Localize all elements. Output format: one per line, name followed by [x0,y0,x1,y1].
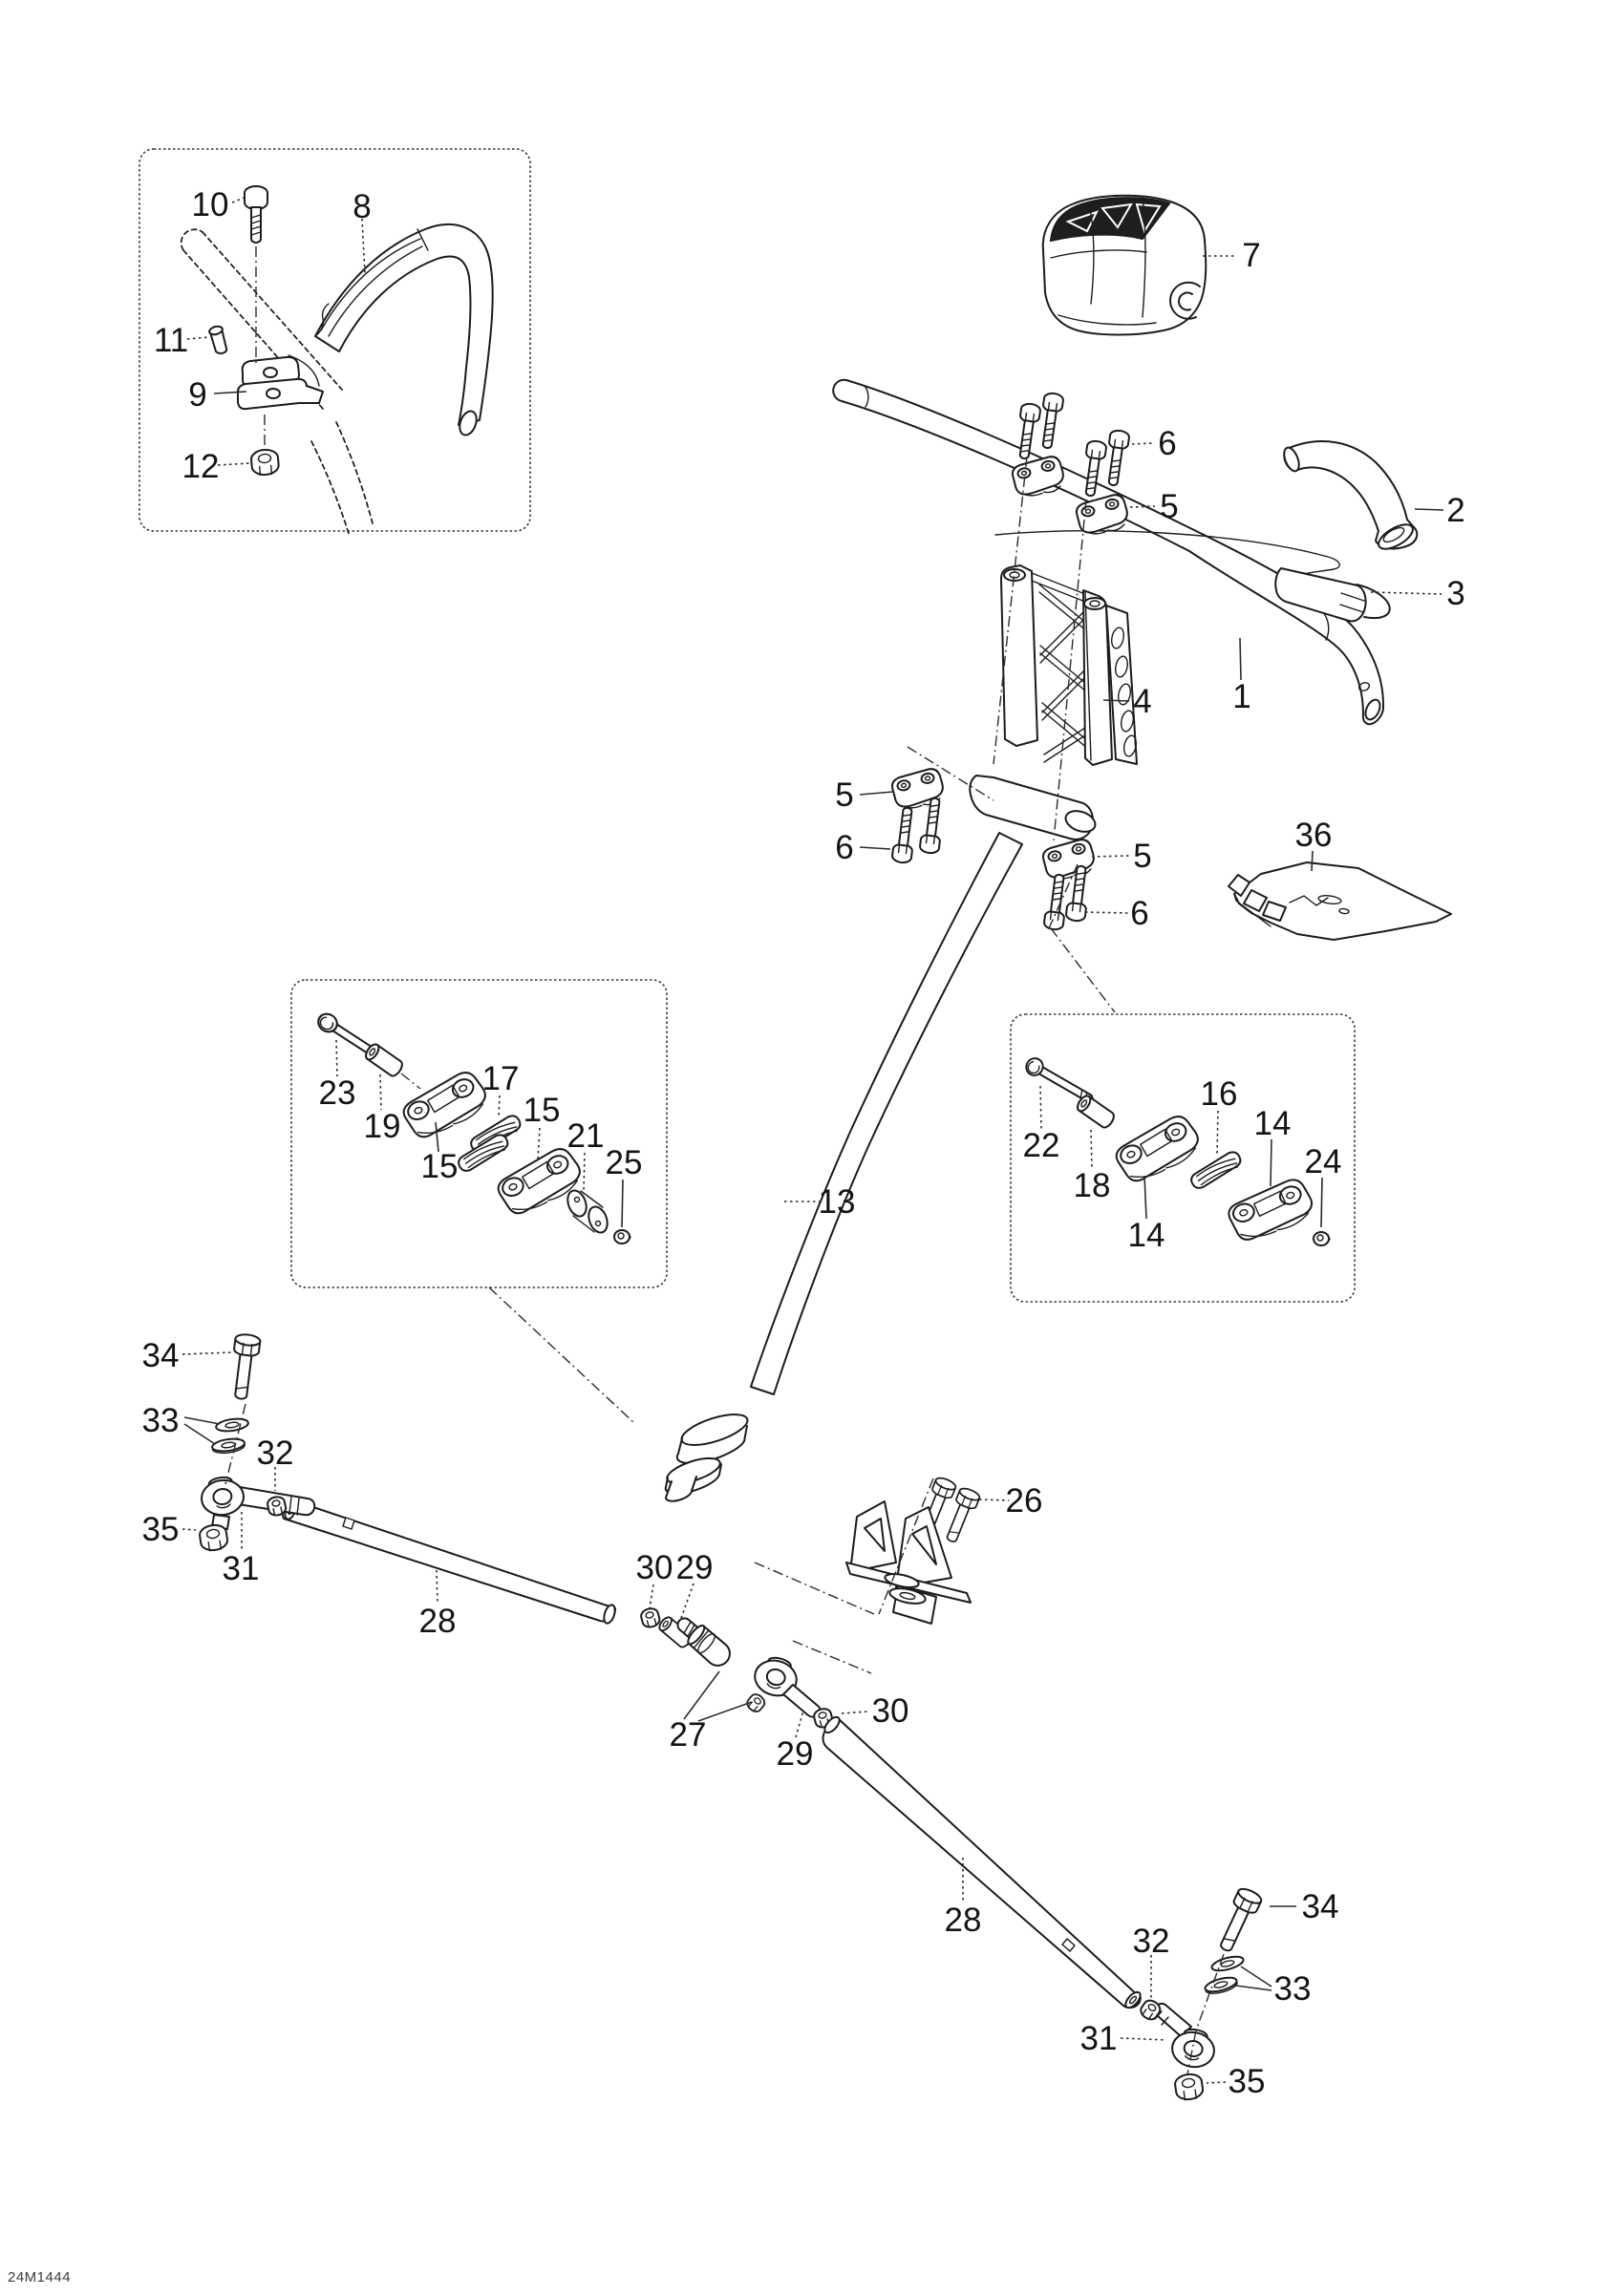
leader-line [499,1095,500,1118]
part-callout-29: 29 [776,1735,814,1773]
part-callout-27: 27 [669,1716,707,1754]
part-callout-33: 33 [141,1402,180,1439]
part-callout-7: 7 [1242,237,1261,274]
leader-line [1371,592,1442,594]
part-callout-3: 3 [1446,575,1465,612]
part-callout-5: 5 [835,776,854,814]
rod-end-ball-drawing-31 [199,1475,246,1518]
part-callout-6: 6 [1158,425,1177,462]
part-callout-5: 5 [1160,488,1179,525]
part-callout-15: 15 [523,1092,561,1129]
nut-drawing-30 [640,1606,661,1628]
leader-line [1132,443,1153,444]
part-callout-15: 15 [420,1148,459,1185]
part-callout-30: 30 [635,1549,673,1586]
part-callout-30: 30 [871,1692,909,1730]
part-callout-32: 32 [256,1435,294,1472]
bracket-drawing-21 [565,1188,610,1235]
leader-line [793,1641,871,1673]
sleeve-drawing-18 [1075,1094,1116,1130]
part-callout-8: 8 [353,188,372,225]
part-callout-24: 24 [1304,1143,1342,1180]
leader-line [1415,509,1443,510]
leader-line [1144,1176,1146,1219]
reinforcement-plate-drawing-36 [1229,862,1451,940]
tie-rod-adjuster-drawing [640,1606,834,1729]
leader-line [1236,1986,1271,1990]
part-callout-10: 10 [191,186,229,223]
washer-drawing-33 [211,1437,245,1454]
document-code: 24M1444 [8,2269,72,2285]
inset-box-damper-left [291,980,667,1287]
leader-line [182,1352,232,1354]
part-callout-11: 11 [153,322,189,359]
part-callout-16: 16 [1200,1075,1238,1113]
part-callout-31: 31 [1079,2020,1118,2057]
leader-line [1321,1178,1322,1227]
part-callout-33: 33 [1273,1970,1312,2008]
inset-box-damper-right [1011,1014,1355,1302]
leader-line [860,847,890,849]
part-callout-17: 17 [481,1060,520,1097]
grab-handle-drawing [315,224,493,437]
leader-line [1091,1130,1092,1170]
leader-line [218,463,249,465]
leader-line [1121,2038,1166,2040]
leader-line [489,1287,634,1423]
part-callout-5: 5 [1133,838,1152,875]
washer-drawing-33 [1204,1975,1238,1994]
leader-line [538,1128,540,1159]
leader-line [1312,851,1313,871]
leader-line [1217,1111,1218,1155]
leader-line [1240,638,1241,680]
leader-line [796,1711,803,1737]
washer-drawing-33 [1210,1954,1245,1973]
grip-drawing-2 [1281,441,1417,554]
bolt-drawing-34 [1213,1886,1263,1955]
part-callout-25: 25 [605,1144,643,1181]
washer-drawing-33 [215,1417,248,1434]
leader-line [380,1074,381,1110]
nut-drawing-32 [1138,1998,1163,2023]
bolt-drawing-10 [245,186,267,243]
tie-rod-drawing-28-right [823,1714,1143,2010]
part-callout-28: 28 [418,1603,457,1640]
nut-drawing-35 [199,1523,228,1552]
part-callout-6: 6 [835,829,854,866]
leader-line [184,1417,220,1424]
leader-line [1085,912,1128,913]
part-callouts [142,186,1465,2100]
part-callout-32: 32 [1132,1923,1170,1960]
part-callout-18: 18 [1073,1167,1111,1204]
leader-line [684,1671,719,1719]
steering-column-drawing-13 [664,833,1022,1501]
part-callout-4: 4 [1133,683,1152,720]
leader-line [184,1424,215,1444]
rubber-pad-drawing-16 [1186,1150,1245,1190]
leader-line [1103,700,1129,701]
part-callout-19: 19 [363,1108,401,1145]
leader-line [650,1584,653,1608]
riser-drawing-4 [970,565,1138,840]
leader-line [680,1584,694,1621]
part-callout-9: 9 [188,376,207,414]
leader-line [842,1711,868,1713]
leader-line [1051,928,1115,1012]
part-callout-34: 34 [1301,1888,1339,1925]
part-callout-6: 6 [1130,895,1149,932]
leader-line [401,1074,420,1089]
part-callout-13: 13 [818,1183,856,1221]
leader-line [362,219,365,273]
leader-line [622,1180,623,1227]
part-callout-36: 36 [1294,817,1333,854]
part-callout-35: 35 [141,1511,180,1548]
part-callout-34: 34 [141,1337,180,1374]
nut-drawing-24 [1314,1232,1330,1245]
steering-arm-bracket-drawing [846,1476,981,1624]
leader-line [336,1040,337,1076]
clamp-drawing-9 [238,355,323,409]
part-callout-31: 31 [222,1550,260,1587]
leader-line [187,337,209,339]
part-callout-26: 26 [1005,1482,1043,1520]
part-callout-28: 28 [944,1902,982,1939]
sleeve-drawing-19 [363,1042,404,1078]
leader-line [860,792,893,795]
leader-line [182,1529,196,1530]
part-callout-12: 12 [182,448,220,485]
handlebar-pad-drawing [1043,196,1206,335]
clamp-half-drawing-14 [1225,1176,1317,1243]
part-callout-23: 23 [318,1074,356,1112]
part-callout-1: 1 [1232,678,1251,715]
part-callout-14: 14 [1253,1105,1292,1142]
nut-drawing-25 [614,1230,630,1244]
clamp-half-drawing-14 [1110,1112,1205,1185]
clamp-half-drawing-15 [397,1068,492,1141]
leader-line [437,1570,438,1604]
leader-line [1040,1086,1041,1129]
leader-line [1241,1966,1271,1987]
part-callout-2: 2 [1446,492,1465,529]
part-callout-21: 21 [566,1117,605,1155]
nut-drawing-12 [250,449,279,476]
leader-line [584,1153,585,1190]
part-callout-14: 14 [1127,1217,1165,1254]
nut-drawing-35 [1174,2073,1204,2101]
part-callout-22: 22 [1022,1127,1060,1164]
part-callout-29: 29 [675,1549,714,1586]
pin-drawing-11 [208,325,226,353]
leader-line [1092,856,1129,857]
leader-line [1207,2082,1226,2083]
leader-line [979,1499,1009,1500]
bolt-drawing-34 [228,1333,261,1400]
part-callout-35: 35 [1228,2063,1266,2100]
